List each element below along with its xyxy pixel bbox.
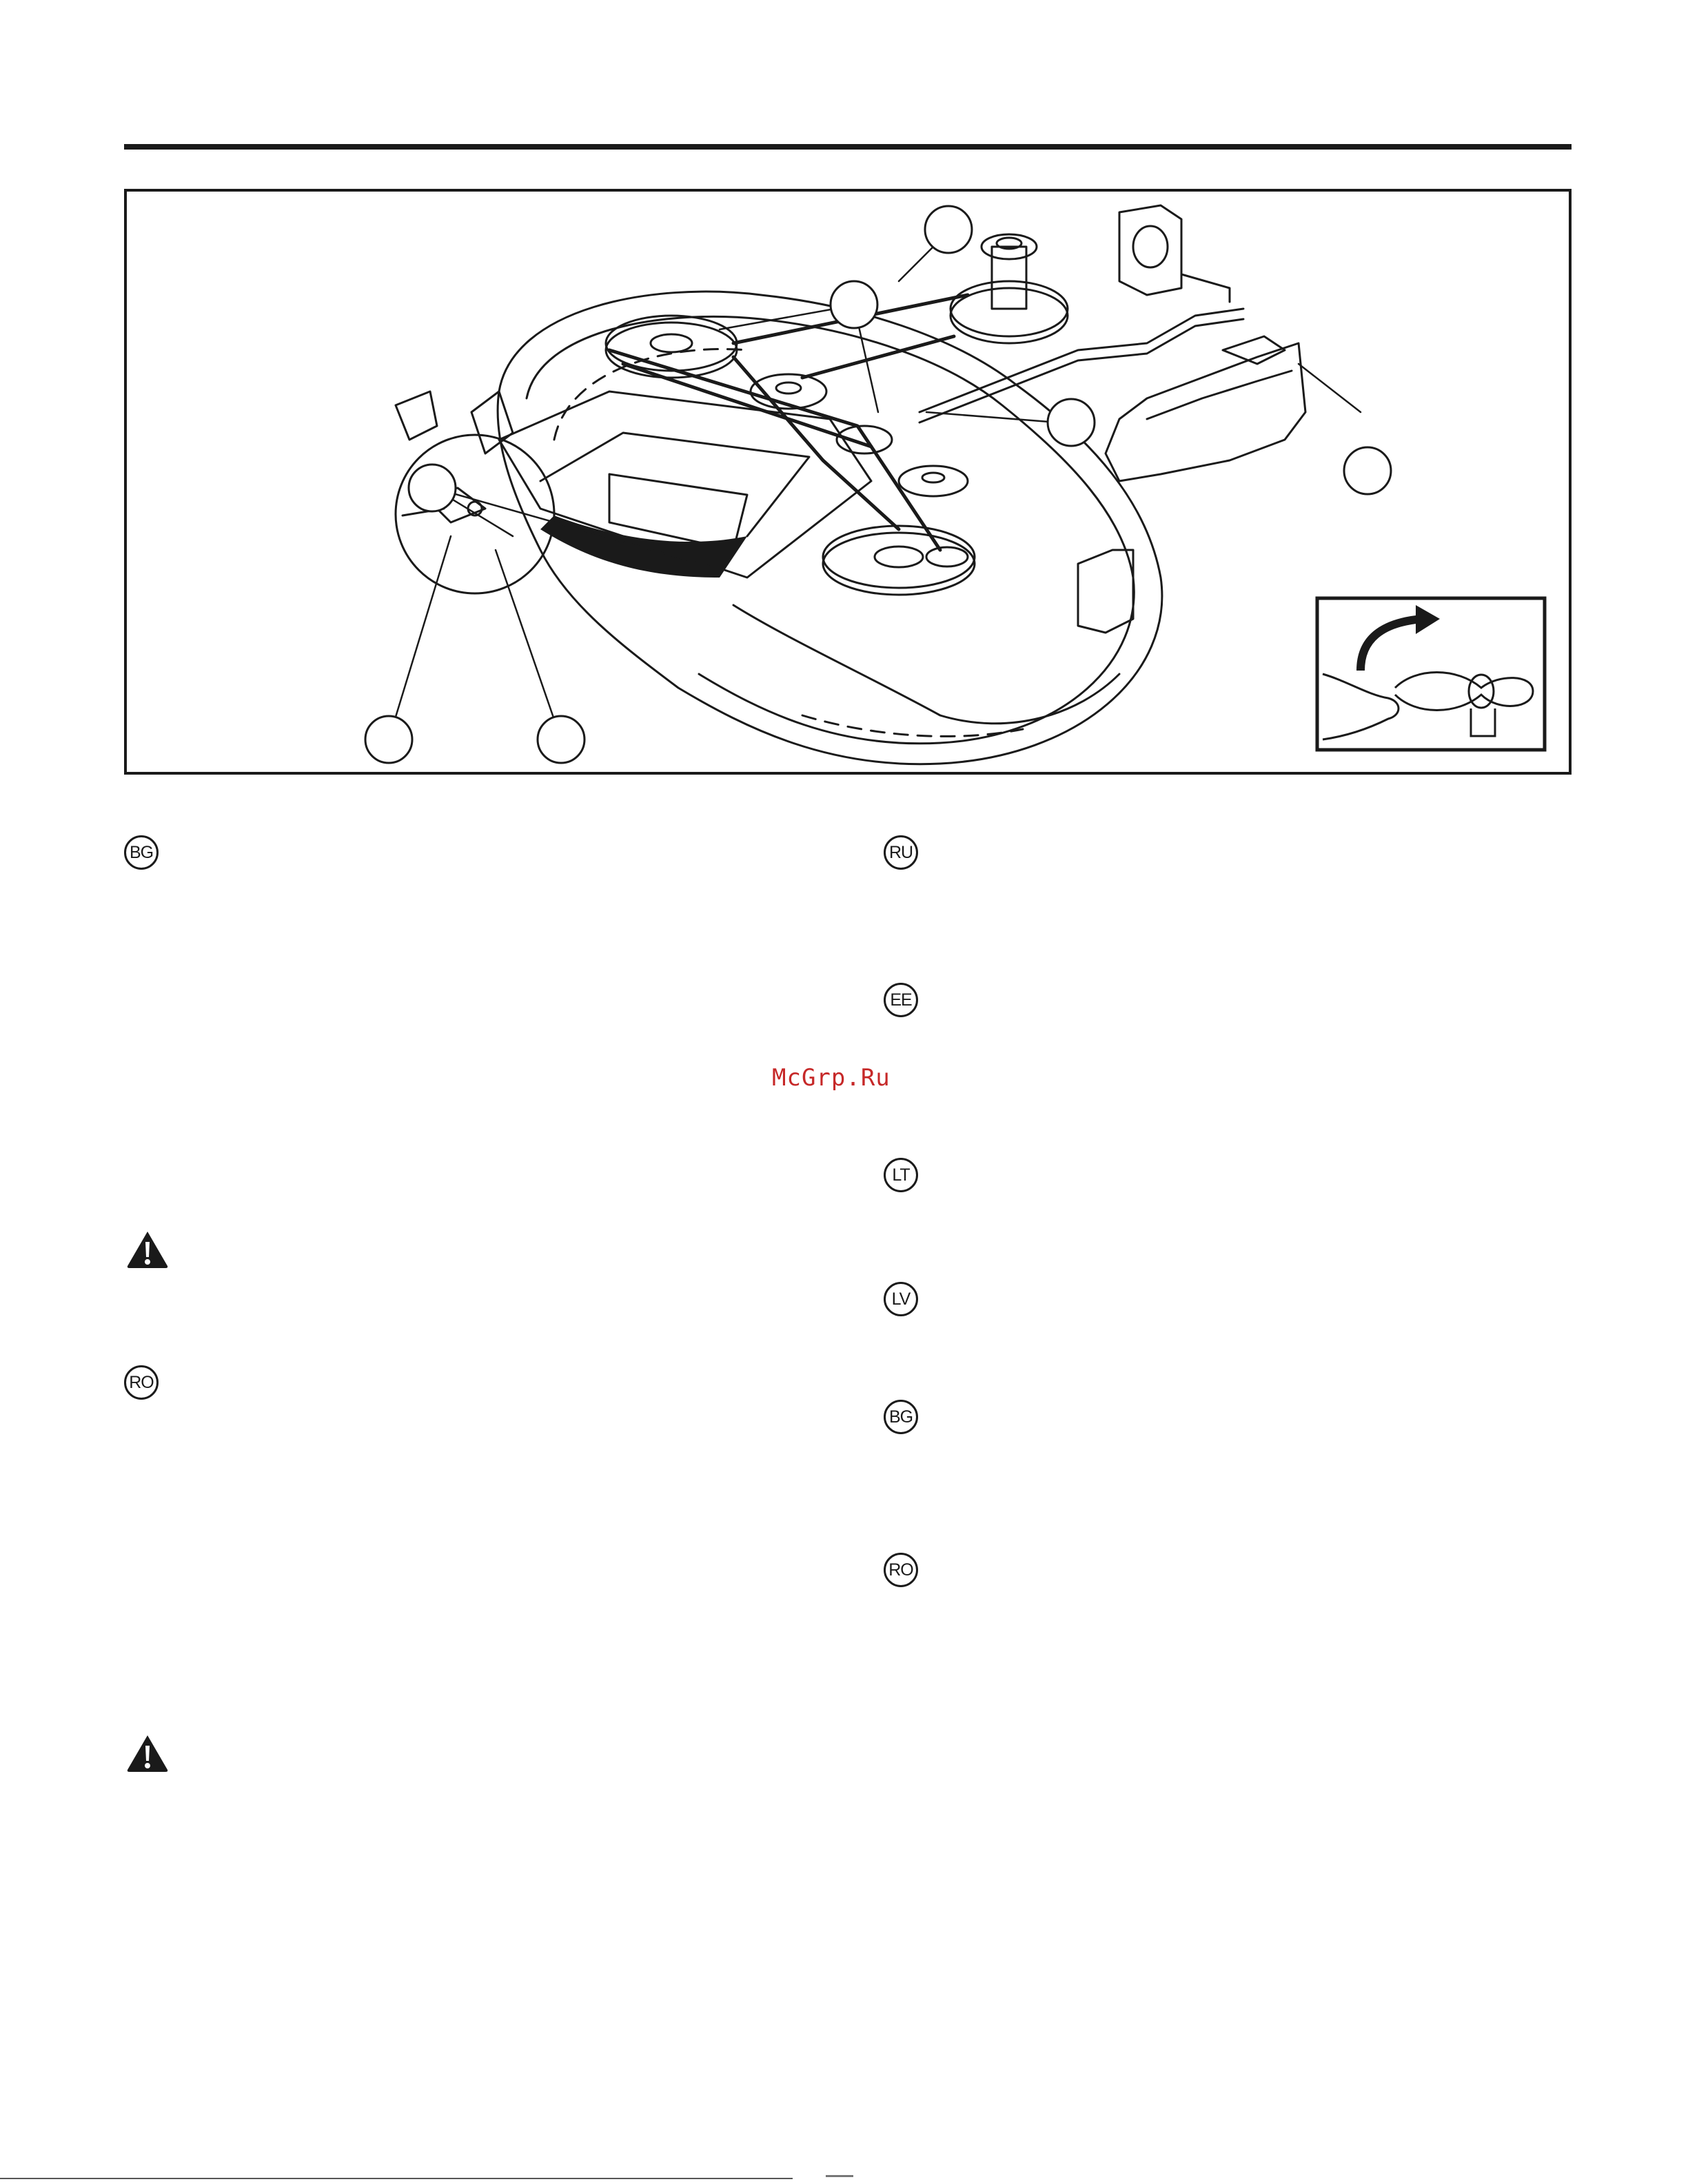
belt-guard	[1106, 343, 1305, 481]
curved-arrow-icon	[1361, 619, 1423, 671]
callout-circle	[925, 206, 972, 253]
mower-deck-illustration	[127, 192, 1572, 775]
language-badge-lv: LV	[884, 1282, 918, 1316]
drive-belt	[609, 295, 968, 550]
language-badge-ee: EE	[884, 983, 918, 1017]
watermark: McGrp.Ru	[772, 1064, 891, 1092]
deck-inner-edge	[527, 316, 1134, 743]
tension-idler-pulley	[837, 426, 892, 453]
language-badge-bg: BG	[124, 835, 159, 870]
callout-circle	[1048, 399, 1095, 446]
callout-circle	[1344, 447, 1391, 494]
language-badge-lt: LT	[884, 1158, 918, 1192]
callout-circle	[365, 716, 412, 763]
rear-bracket	[1078, 550, 1133, 633]
callout-circle	[831, 281, 877, 328]
mower-deck-figure	[124, 189, 1572, 775]
right-spindle-pulley	[823, 533, 975, 595]
warning-triangle-icon	[125, 1229, 170, 1269]
warning-triangle-icon	[125, 1733, 170, 1773]
bottom-rule	[0, 2178, 793, 2179]
callout-circle	[409, 465, 456, 511]
top-rule	[124, 144, 1572, 150]
language-badge-ru: RU	[884, 835, 918, 870]
curved-arrow-head	[1416, 605, 1440, 634]
language-badge-bg: BG	[884, 1400, 918, 1434]
detail-callout-circle	[396, 435, 554, 593]
hairpin-clip-inset	[1317, 598, 1545, 750]
bottom-mark	[826, 2175, 853, 2177]
language-badge-ro: RO	[124, 1365, 159, 1400]
callout-circle	[538, 716, 584, 763]
upper-bracket	[1119, 205, 1181, 295]
hairpin-clip-icon	[1395, 673, 1533, 711]
language-badge-ro: RO	[884, 1553, 918, 1587]
